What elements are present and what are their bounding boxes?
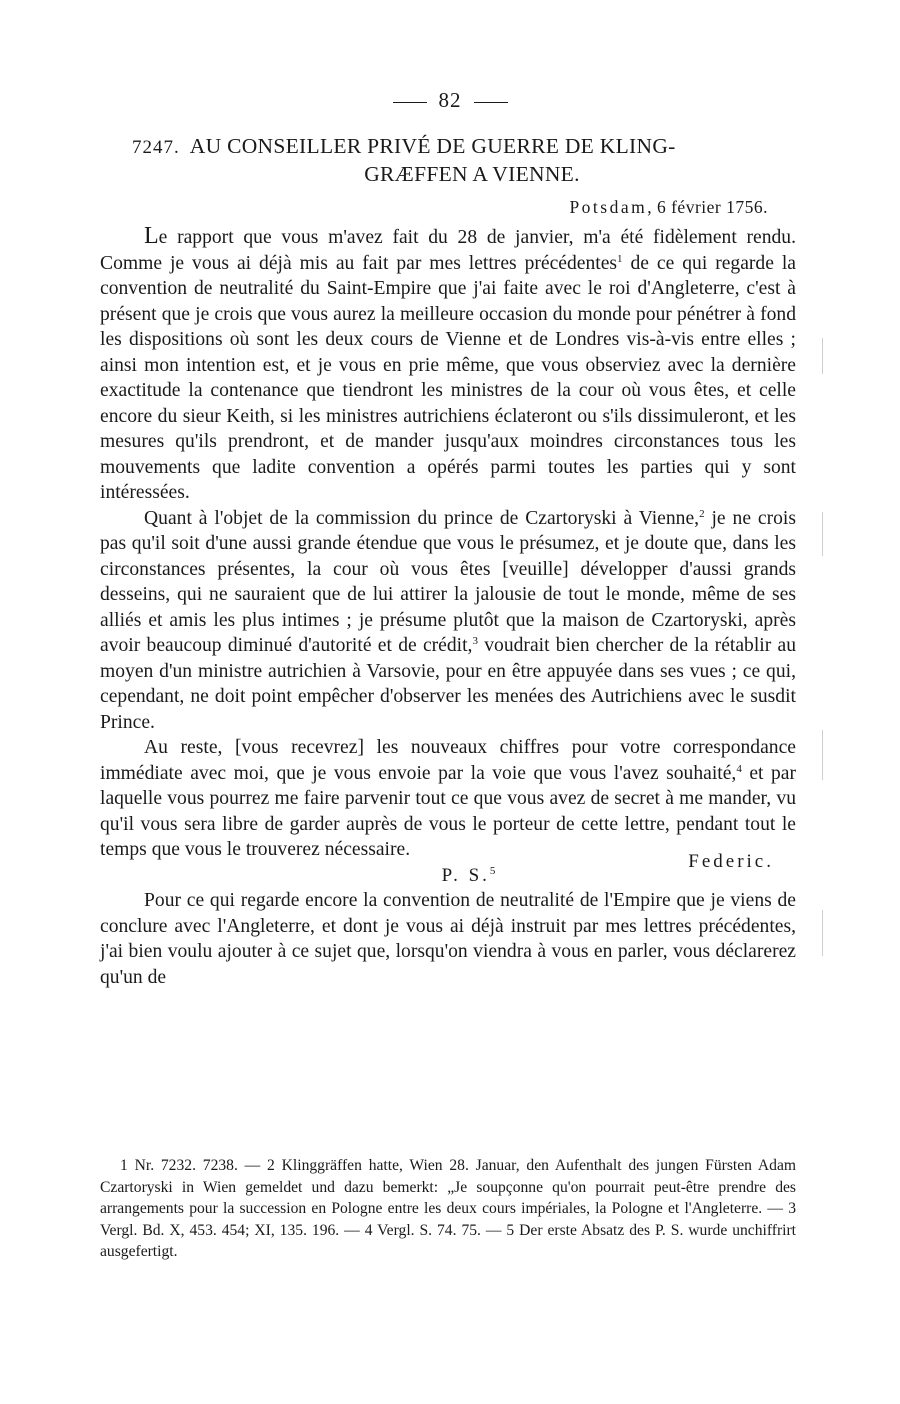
dateline — [569, 197, 768, 218]
margin-mark — [822, 910, 823, 956]
page-number-line — [0, 88, 900, 113]
margin-mark — [822, 512, 823, 556]
paragraph-text: Quant à l'objet de la commission du prince de Czartoryski à Vienne, — [144, 507, 700, 529]
footnote-ref: 2 — [699, 507, 705, 520]
margin-mark — [822, 730, 823, 780]
page-number: 82 — [438, 88, 462, 112]
paragraph-1 — [100, 224, 796, 506]
signature: Federic. — [688, 850, 774, 872]
footnote-ref: 1 — [617, 252, 623, 265]
letter-body — [100, 224, 796, 990]
postscript-paragraph: Pour ce qui regarde encore la convention de neutralité de l'Empire que je viens de conclure avec l'Angleterre, et dont je vous ai déjà instruit par mes lettres précédentes, j'ai bien voulu ajouter à ce sujet que, lorsqu'on viendra à vous en parler, vous déclarerez qu'un de — [100, 890, 796, 988]
heading-text-1: AU CONSEILLER PRIVÉ DE GUERRE DE KLING- — [189, 134, 676, 158]
footnotes-text: 1 Nr. 7232. 7238. — 2 Klinggräffen hatte, Wien 28. Januar, den Aufenthalt des jungen Fürsten Adam Czartoryski in Wien gemeldet und dazu bemerkt: „Je soupçonne qu'on pourrait peut-être prendre des arrangements pour la succession en Pologne entre les deux cours impériales, la Pologne et l'Angleterre. — 3 Vergl. Bd. X, 453. 454; XI, 135. 196. — 4 Vergl. S. 74. 75. — 5 Der erste Absatz des P. S. wurde unchiffrirt ausgefertigt. — [100, 1157, 796, 1260]
margin-mark — [822, 338, 823, 374]
footnote-ref: 4 — [736, 762, 742, 775]
paragraph-text: Au reste, [vous recevrez] les nouveaux chiffres pour votre correspondance immédiate avec moi, que je vous envoie par la voie que vous l'avez souhaité, — [100, 737, 796, 784]
paragraph-text: voudrait bien chercher de la rétablir au moyen d'un ministre autrichien à Varsovie, pour en être appuyée dans ses vues ; ce qui, cependant, ne doit point empêcher d'observer les menées des Autrichiens avec le susdit Prince. — [100, 635, 797, 733]
divider-left — [393, 102, 427, 103]
dateline-date: , 6 février 1756. — [647, 197, 768, 217]
footnote-ref: 5 — [489, 864, 499, 877]
paragraph-2 — [100, 506, 796, 736]
letter-heading — [132, 133, 772, 187]
postscript-label: P. S. — [441, 864, 490, 886]
footnotes — [100, 1155, 796, 1263]
divider-right — [474, 102, 508, 103]
heading-line-2: GRÆFFEN A VIENNE. — [364, 162, 580, 186]
paragraph-text: je ne crois pas qu'il soit d'une aussi grande étendue que vous le présumez, et je doute que, dans les circonstances présentes, la cour où vous êtes [veuille] développer d'aussi grands desseins, qui ne sauraient que de lui attirer la jalousie de tout le monde, même de ses alliés et amis les plus intimes ; je présume plutôt que la maison de Czartoryski, après avoir beaucoup diminué d'autorité et de crédit, — [100, 507, 796, 656]
letter-number: 7247. — [132, 137, 180, 158]
paragraph-text: Le rapport que vous m'avez fait du 28 de janvier, m'a été fidèlement rendu. Comme je vous ai déjà mis au fait par mes lettres précédentes — [100, 223, 796, 274]
paragraph-text: de ce qui regarde la convention de neutralité du Saint-Empire que j'ai faite avec le roi d'Angleterre, c'est à présent que je crois que vous aurez la meilleure occasion du monde pour pénétrer à fond les dispositions où sont les deux cours de Vienne et de Londres vis-à-vis entre elles ; ainsi mon intention est, et je vous en prie même, que vous observiez avec la dernière exactitude la contenance que tiendront les ministres de la cour où vous êtes, et celle encore du sieur Keith, si les ministres autrichiens éclateront ou s'ils dissimuleront, et les mesures qu'ils prendront, et de mander jusqu'aux moindres circonstances tous les mouvements que ladite convention a opérés parmi toutes les parties qui y sont intéressées. — [100, 252, 796, 503]
paragraph-3 — [100, 735, 796, 863]
dateline-place: Potsdam — [569, 197, 648, 217]
paragraph-text: et par laquelle vous pourrez me faire parvenir tout ce que vous avez de secret à me mander, vu qu'il vous sera libre de garder auprès de vous le porteur de cette lettre, pendant tout le temps que vous le trouverez nécessaire. — [100, 762, 796, 860]
heading-line-1 — [132, 133, 772, 161]
footnote-ref: 3 — [472, 635, 478, 647]
